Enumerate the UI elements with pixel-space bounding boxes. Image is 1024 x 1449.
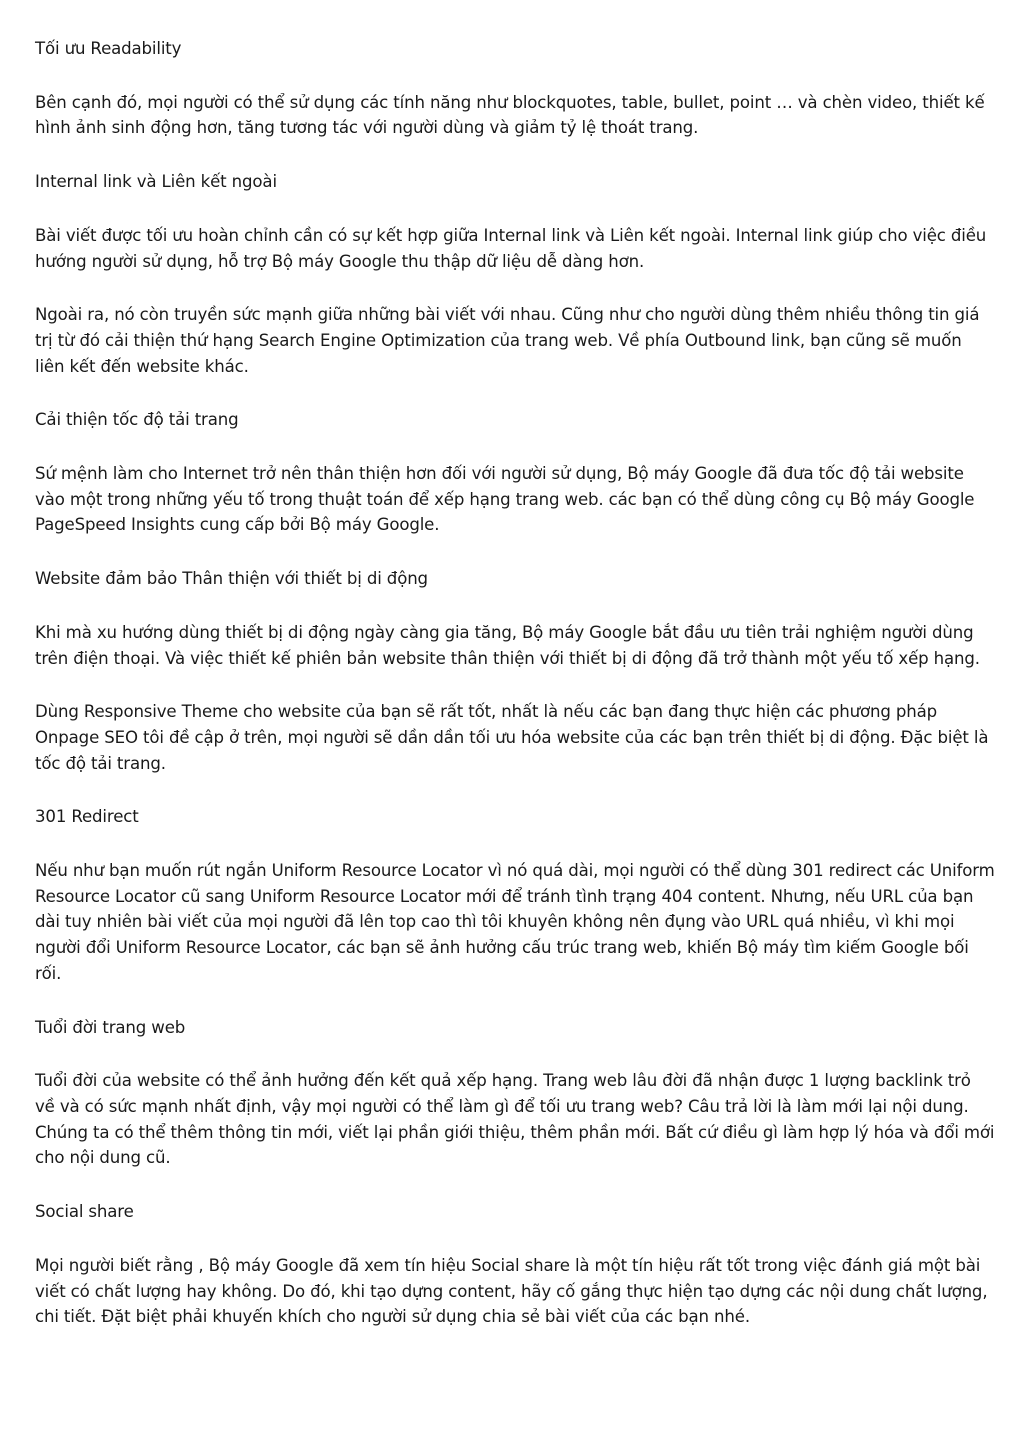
- paragraph-responsive-theme: Dùng Responsive Theme cho website của bạn sẽ rất tốt, nhất là nếu các bạn đang thực hiện các phương pháp Onpage SEO tôi đề cập ở trên, mọi người sẽ dần dần tối ưu hóa website của các bạn trên thiết bị di động. Đặc biệt là tốc độ tải trang.: [35, 702, 989, 773]
- document-page: [35, 36, 995, 1358]
- paragraph-page-speed: Sứ mệnh làm cho Internet trở nên thân thiện hơn đối với người sử dụng, Bộ máy Google đã đưa tốc độ tải website vào một trong những yếu tố trong thuật toán để xếp hạng trang web. các bạn có thể dùng công cụ Bộ máy Google PageSpeed Insights cung cấp bởi Bộ máy Google.: [35, 464, 975, 535]
- paragraph-readability: Bên cạnh đó, mọi người có thể sử dụng các tính năng như blockquotes, table, bullet, point … và chèn video, thiết kế hình ảnh sinh động hơn, tăng tương tác với người dùng và giảm tỷ lệ thoát trang.: [35, 92, 985, 138]
- heading-internal-link: Internal link và Liên kết ngoài: [35, 172, 277, 192]
- paragraph-social-share: Mọi người biết rằng , Bộ máy Google đã xem tín hiệu Social share là một tín hiệu rất tốt trong việc đánh giá một bài viết có chất lượng hay không. Do đó, khi tạo dựng content, hãy cố gắng thực hiện tạo dựng các nội dung chất lượng, chi tiết. Đặt biệt phải khuyến khích cho người sử dụng chia sẻ bài viết của các bạn nhé.: [35, 1255, 988, 1327]
- heading-social-share: Social share: [35, 1202, 134, 1222]
- paragraph-site-age: Tuổi đời của website có thể ảnh hưởng đến kết quả xếp hạng. Trang web lâu đời đã nhận được 1 lượng backlink trỏ về và có sức mạnh nhất định, vậy mọi người có thể làm gì để tối ưu trang web? Câu trả lời là làm mới lại nội dung. Chúng ta có thể thêm thông tin mới, viết lại phần giới thiệu, thêm phần mới. Bất cứ điều gì làm hợp lý hóa và đổi mới cho nội dung cũ.: [35, 1071, 995, 1168]
- heading-301-redirect: 301 Redirect: [35, 807, 139, 827]
- paragraph-internal-link: Bài viết được tối ưu hoàn chỉnh cần có sự kết hợp giữa Internal link và Liên kết ngoài. Internal link giúp cho việc điều hướng người sử dụng, hỗ trợ Bộ máy Google thu thập dữ liệu dễ dàng hơn.: [35, 225, 987, 271]
- paragraph-mobile-friendly: Khi mà xu hướng dùng thiết bị di động ngày càng gia tăng, Bộ máy Google bắt đầu ưu tiên trải nghiệm người dùng trên điện thoại. Và việc thiết kế phiên bản website thân thiện với thiết bị di động đã trở thành một yếu tố xếp hạng.: [35, 622, 980, 668]
- heading-mobile-friendly: Website đảm bảo Thân thiện với thiết bị di động: [35, 569, 428, 589]
- paragraph-301-redirect: Nếu như bạn muốn rút ngắn Uniform Resource Locator vì nó quá dài, mọi người có thể dùng 301 redirect các Uniform Resource Locator cũ sang Uniform Resource Locator mới để tránh tình trạng 404 content. Nhưng, nếu URL của bạn dài tuy nhiên bài viết của mọi người đã lên top cao thì tôi khuyên không nên đụng vào URL quá nhiều, vì khi mọi người đổi Uniform Resource Locator, các bạn sẽ ảnh hưởng cấu trúc trang web, khiến Bộ máy tìm kiếm Google bối rối.: [35, 861, 995, 983]
- heading-readability: Tối ưu Readability: [35, 39, 182, 58]
- paragraph-outbound-link: Ngoài ra, nó còn truyền sức mạnh giữa những bài viết với nhau. Cũng như cho người dùng thêm nhiều thông tin giá trị từ đó cải thiện thứ hạng Search Engine Optimization của trang web. Về phía Outbound link, bạn cũng sẽ muốn liên kết đến website khác.: [35, 305, 980, 376]
- heading-page-speed: Cải thiện tốc độ tải trang: [35, 410, 239, 430]
- heading-site-age: Tuổi đời trang web: [35, 1017, 186, 1037]
